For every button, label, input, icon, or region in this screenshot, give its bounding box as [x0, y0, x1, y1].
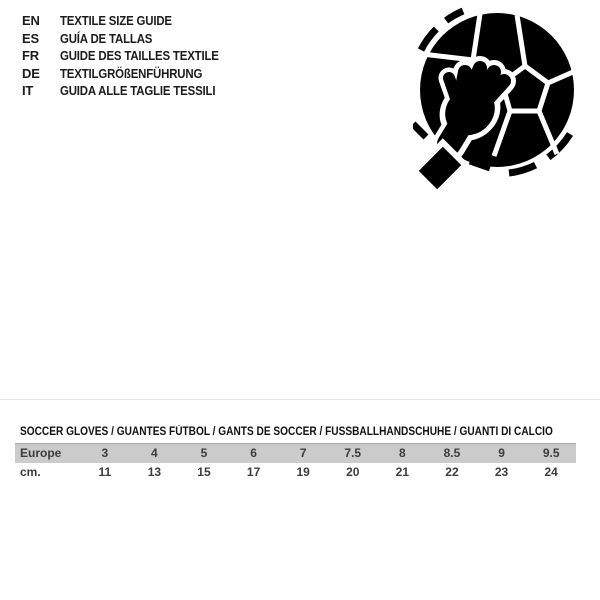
language-label: GUIDE DES TAILLES TEXTILE: [60, 48, 219, 64]
language-row-en: [22, 12, 240, 30]
europe-size-cell: 7: [299, 446, 307, 461]
section-divider: [0, 399, 600, 400]
europe-size-cell: 8: [399, 446, 406, 461]
cm-size-cell: 24: [544, 464, 558, 479]
language-code: EN: [22, 13, 40, 29]
europe-size-cell: 4: [151, 446, 158, 461]
table-row-cm: [15, 463, 576, 481]
language-code: DE: [22, 65, 40, 81]
language-label: TEXTILGRÖßENFÜHRUNG: [60, 65, 203, 81]
language-code: FR: [22, 48, 39, 64]
row-label-cm: cm.: [20, 464, 41, 479]
cm-size-cell: 17: [246, 464, 261, 479]
language-code: ES: [22, 30, 39, 46]
europe-size-cell: 9.5: [542, 446, 560, 461]
language-label: TEXTILE SIZE GUIDE: [60, 13, 172, 29]
europe-size-cell: 5: [200, 446, 208, 461]
goalkeeper-glove-soccer-ball-icon: [413, 4, 585, 192]
europe-size-cell: 6: [250, 446, 257, 461]
language-list: [22, 12, 240, 100]
language-label: GUÍA DE TALLAS: [60, 30, 153, 46]
cm-size-cell: 13: [147, 464, 162, 479]
language-code: IT: [22, 83, 34, 99]
language-row-de: [22, 65, 240, 83]
cm-size-cell: 11: [98, 464, 112, 479]
table-row-europe: [15, 444, 576, 463]
cm-size-cell: 21: [395, 464, 410, 479]
size-table-title: [20, 426, 576, 438]
size-table-title-text: SOCCER GLOVES / GUANTES FÚTBOL / GANTS DE SOCCER / FUSSBALLHANDSCHUHE / GUANTI DI CALCIO: [20, 426, 553, 438]
europe-size-cell: 8.5: [443, 446, 461, 461]
language-row-es: [22, 30, 240, 48]
cm-size-cell: 19: [296, 464, 310, 479]
cm-size-cell: 20: [346, 464, 360, 479]
cm-size-cell: 22: [445, 464, 459, 479]
europe-size-cell: 9: [498, 446, 505, 461]
europe-size-cell: 3: [101, 446, 109, 461]
cm-size-cell: 15: [197, 464, 211, 479]
language-row-it: [22, 82, 240, 100]
language-row-fr: [22, 47, 240, 65]
size-table-section: [15, 426, 576, 481]
size-table: [15, 443, 576, 481]
cm-size-cell: 23: [494, 464, 509, 479]
europe-size-cell: 7.5: [344, 446, 362, 461]
language-label: GUIDA ALLE TAGLIE TESSILI: [60, 83, 216, 99]
row-label-europe: Europe: [20, 446, 62, 461]
